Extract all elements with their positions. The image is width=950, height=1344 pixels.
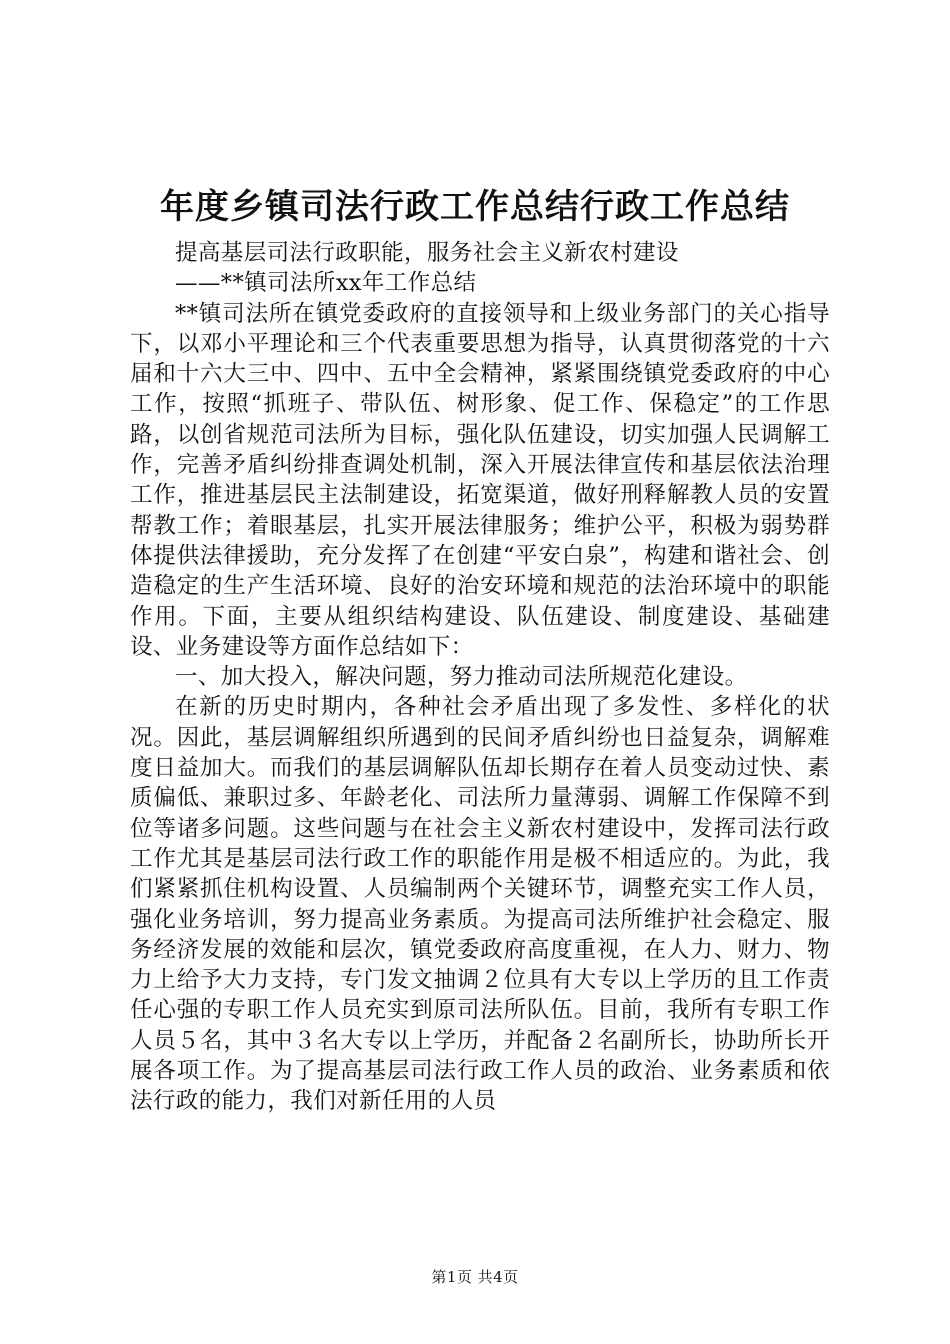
body-paragraph: 在新的历史时期内，各种社会矛盾出现了多发性、多样化的状况。因此，基层调解组织所遇到的民间矛盾纠纷也日益复杂，调解难度日益加大。而我们的基层调解队伍却长期存在着人员变动过快、素质偏低、兼职过多、年龄老化、司法所力量薄弱、调解工作保障不到位等诸多问题。这些问题与在社会主义新农村建设中，发挥司法行政工作尤其是基层司法行政工作的职能作用是极不相适应的。为此，我们紧紧抓住机构设置、人员编制两个关键环节，调整充实工作人员，强化业务培训，努力提高业务素质。为提高司法所维护社会稳定、服务经济发展的效能和层次，镇党委政府高度重视，在人力、财力、物力上给予大力支持，专门发文抽调２位具有大专以上学历的且工作责任心强的专职工作人员充实到原司法所队伍。目前，我所有专职工作人员５名，其中３名大专以上学历，并配备２名副所长，协助所长开展各项工作。为了提高基层司法行政工作人员的政治、业务素质和依法行政的能力，我们对新任用的人员 xyxy=(130,694,830,1115)
section-heading: 一、加大投入，解决问题，努力推动司法所规范化建设。 xyxy=(175,664,748,691)
body-paragraph: **镇司法所在镇党委政府的直接领导和上级业务部门的关心指导下，以邓小平理论和三个代表重要思想为指导，认真贯彻落党的十六届和十六大三中、四中、五中全会精神，紧紧围绕镇党委政府的中心工作，按照“抓班子、带队伍、树形象、促工作、保稳定”的工作思路，以创省规范司法所为目标，强化队伍建设，切实加强人民调解工作，完善矛盾纠纷排查调处机制，深入开展法律宣传和基层依法治理工作，推进基层民主法制建设，拓宽渠道，做好刑释解教人员的安置帮教工作；着眼基层，扎实开展法律服务；维护公平，积极为弱势群体提供法律援助，充分发挥了在创建“平安白泉”，构建和谐社会、创造稳定的生产生活环境、良好的治安环境和规范的法治环境中的职能作用。下面，主要从组织结构建设、队伍建设、制度建设、基础建设、业务建设等方面作总结如下： xyxy=(130,300,830,660)
subtitle-byline: ——**镇司法所xx年工作总结 xyxy=(175,270,477,297)
document-title: 年度乡镇司法行政工作总结行政工作总结 xyxy=(160,187,790,227)
subtitle-line: 提高基层司法行政职能，服务社会主义新农村建设 xyxy=(175,240,679,266)
document-body xyxy=(130,238,830,1117)
page-number-footer: 第1页 共4页 xyxy=(431,1268,519,1286)
